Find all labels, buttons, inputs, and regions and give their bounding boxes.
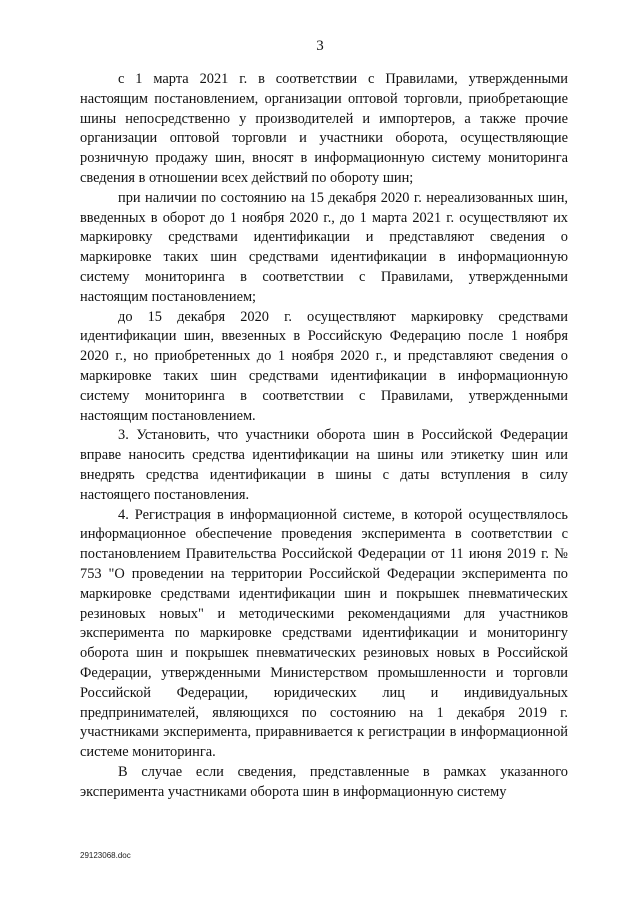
paragraph-imported-tires: до 15 декабря 2020 г. осуществляют маркировку средствами идентификации шин, ввезенных в Российскую Федерацию после 1 ноября 2020 г., но приобретенных до 1 ноября 2020 г., и представляют сведения о маркировке таких шин средствами идентификации в информационную систему мониторинга в соответствии с Правилами, утвержденными настоящим постановлением.: [80, 308, 568, 424]
paragraph-clause-4: 4. Регистрация в информационной системе, в которой осуществлялось информационное обеспечение проведения эксперимента в соответствии с постановлением Правительства Российской Федерации от 11 июня 2019 г. № 753 "О проведении на территории Российской Федерации эксперимента по маркировке средствами идентификации шин и покрышек пневматических резиновых новых" и методическими рекомендациями для участников эксперимента по маркировке средствами идентификации и мониторингу оборота шин и покрышек пневматических резиновых новых в Российской Федерации, утвержденными Министерством промышленности и торговли Российской Федерации, юридических лиц и индивидуальных предпринимателей, являющихся по состоянию на 1 декабря 2019 г. участниками эксперимента, приравнивается к регистрации в информационной системе мониторинга.: [80, 506, 568, 761]
paragraph-wholesale-obligations: с 1 марта 2021 г. в соответствии с Правилами, утвержденными настоящим постановлением, организации оптовой торговли, приобретающие шины непосредственно у производителей и импортеров, а также прочие организации оптовой торговли и участники оборота, осуществляющие розничную продажу шин, вносят в информационную систему мониторинга сведения в отношении всех действий по обороту шин;: [80, 71, 568, 186]
paragraph-clause-3: 3. Установить, что участники оборота шин в Российской Федерации вправе наносить средства идентификации на шины или этикетку шин или внедрять средства идентификации в шины с даты вступления в силу настоящего постановления.: [80, 427, 568, 503]
document-body: [80, 70, 568, 802]
paragraph-continuation: В случае если сведения, представленные в рамках указанного эксперимента участниками оборота шин в информационную систему: [80, 763, 568, 800]
document-file-code: 29123068.doc: [80, 851, 131, 860]
page-number: 3: [316, 38, 324, 54]
paragraph-unsold-tires: при наличии по состоянию на 15 декабря 2020 г. нереализованных шин, введенных в оборот до 1 ноября 2020 г., до 1 марта 2021 г. осуществляют их маркировку средствами идентификации и представляют сведения о маркировке таких шин средствами идентификации в информационную систему мониторинга в соответствии с Правилами, утвержденными настоящим постановлением;: [80, 189, 568, 305]
